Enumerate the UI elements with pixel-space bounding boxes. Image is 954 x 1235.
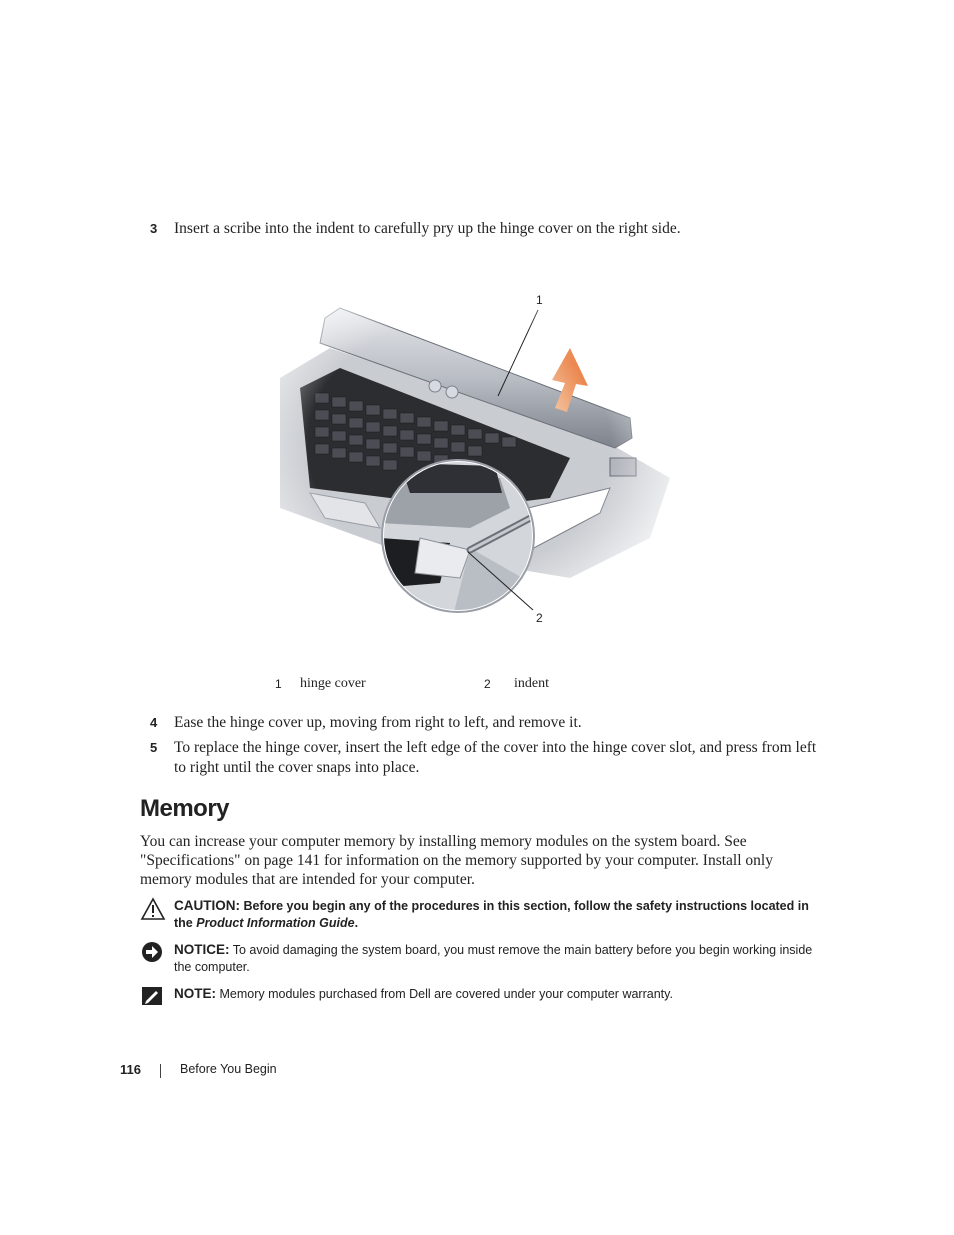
- section-title: Memory: [140, 795, 230, 822]
- step-5-number: 5: [150, 740, 158, 755]
- figure-legend: [0, 676, 954, 696]
- step-4: [150, 713, 820, 733]
- caution-label: CAUTION:: [174, 898, 240, 913]
- legend-1-label: hinge cover: [300, 676, 366, 691]
- footer-section-name: Before You Begin: [180, 1062, 277, 1076]
- legend-1-number: 1: [275, 677, 282, 691]
- caution-guide-title: Product Information Guide: [196, 916, 355, 930]
- step-5: [150, 738, 820, 778]
- notice-message: [140, 941, 830, 976]
- caution-text: Before you begin any of the procedures in this section, follow the safety instructions located in the: [174, 899, 809, 930]
- note-pencil-icon: [140, 985, 166, 1009]
- legend-2-label: indent: [514, 676, 549, 691]
- legend-2-number: 2: [484, 677, 491, 691]
- step-3-number: 3: [150, 221, 158, 236]
- callout-1: 1: [536, 293, 543, 307]
- caution-message: [140, 897, 830, 932]
- notice-text: To avoid damaging the system board, you must remove the main battery before you begin working inside the computer.: [174, 943, 813, 974]
- callout-2: 2: [536, 611, 543, 625]
- laptop-hinge-drawing: [270, 288, 690, 638]
- notice-arrow-icon: [140, 941, 166, 965]
- step-3: [150, 219, 820, 239]
- step-3-text: Insert a scribe into the indent to carefully pry up the hinge cover on the right side.: [174, 220, 681, 237]
- hinge-cover-illustration: [270, 288, 690, 638]
- page-number: 116: [120, 1062, 141, 1077]
- note-text: Memory modules purchased from Dell are covered under your computer warranty.: [219, 987, 673, 1001]
- notice-label: NOTICE:: [174, 942, 230, 957]
- note-label: NOTE:: [174, 986, 216, 1001]
- step-4-number: 4: [150, 715, 158, 730]
- note-message: [140, 985, 830, 1003]
- footer-divider: [160, 1064, 161, 1078]
- caution-period: .: [354, 916, 359, 930]
- section-intro: You can increase your computer memory by installing memory modules on the system board. See "Specifications" on page 141 for information on the memory supported by your computer. Install only memory modules that are intended for your computer.: [140, 833, 773, 888]
- step-5-text: To replace the hinge cover, insert the left edge of the cover into the hinge cover slot, and press from left to right until the cover snaps into place.: [174, 739, 817, 776]
- caution-triangle-icon: [140, 897, 166, 921]
- step-4-text: Ease the hinge cover up, moving from right to left, and remove it.: [174, 714, 582, 731]
